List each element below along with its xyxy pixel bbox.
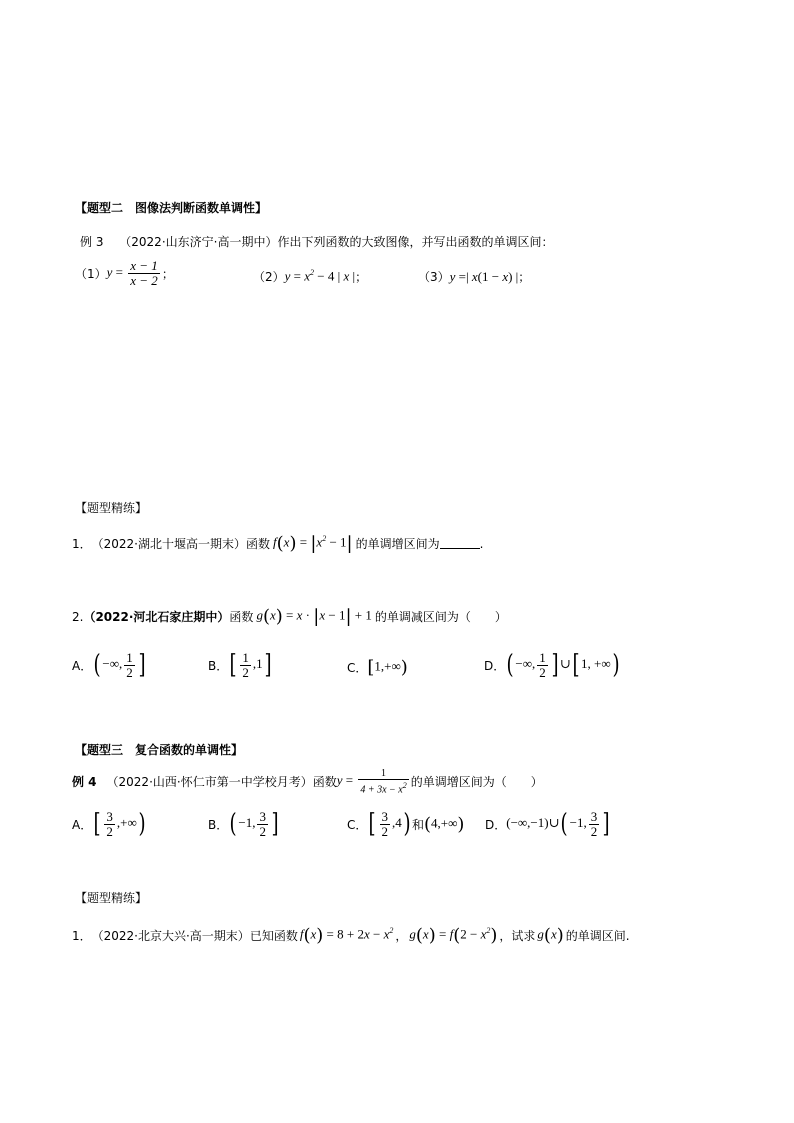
q2-option-b: [208, 650, 273, 680]
question-number: 1．: [72, 537, 92, 551]
part-label: （2）: [253, 270, 285, 284]
question-pre: 函数: [229, 610, 254, 624]
example3-part1: （1） y = $\frac{x - 1}{x - 2}$ ；: [75, 258, 174, 288]
option-label: A．: [72, 658, 93, 673]
answer-blank: [440, 538, 480, 549]
option-c-interval: [ $\frac{3}{2}$ ,4): [368, 808, 411, 839]
source-citation: （2022·湖北十堰高一期末）: [91, 537, 246, 551]
formula-gx: g(x): [537, 925, 564, 946]
formula-f: $f(x) = 8 + 2x - x^2$: [299, 925, 394, 946]
question-pre: 已知函数: [249, 929, 298, 943]
option-label: D．: [485, 817, 507, 832]
and-word: 和: [411, 817, 424, 832]
option-a-interval: [ $\frac{3}{2}$ ,+∞): [93, 808, 146, 839]
question-end: 的单调区间.: [565, 929, 630, 943]
question-post: 的单调增区间为: [355, 537, 440, 551]
question-end: .: [479, 536, 484, 551]
formula-part3: y =| x(1 − x) |: [449, 268, 519, 284]
formula-part2: $y = x^2 - 4$ | x |: [284, 268, 356, 284]
example3-part3: （3） y =| x(1 − x) | ；: [418, 268, 531, 284]
example3-part2: （2） $y = x^2 - 4$ | x | ；: [253, 268, 368, 284]
ex4-option-d: [485, 809, 611, 839]
option-label: B．: [208, 658, 229, 673]
formula-g: $g(x) = f(2 - x^2)$: [409, 925, 498, 946]
option-d-interval: ( −∞, $\frac{1}{2}$ ] ∪[ 1, +∞): [506, 649, 620, 680]
question-number: 2.: [72, 609, 84, 624]
q2-option-c: [347, 657, 408, 678]
formula-q1: $f(x) = |x^2 - 1|$: [273, 533, 353, 554]
source-citation: （2022·山西·怀仁市第一中学校月考）: [106, 775, 313, 790]
section-header-type2: 【题型二 图像法判断函数单调性】: [75, 201, 268, 215]
question-post: ，试求: [499, 929, 536, 943]
option-a-interval: ( −∞, $\frac{1}{2}$ ]: [93, 649, 146, 680]
practice-header-1: 【题型精练】: [75, 501, 148, 515]
example3-line: [80, 233, 553, 250]
formula-example4: y = $\frac{1}{4 + 3x - x^2}$: [336, 768, 407, 796]
option-label: B．: [208, 817, 229, 832]
ex4-option-b: [208, 809, 280, 839]
source-citation: （2022·山东济宁·高一期中）: [119, 235, 278, 249]
practice-header-2: 【题型精练】: [75, 891, 148, 905]
option-label: C．: [347, 661, 368, 675]
q2-option-a: [72, 650, 147, 680]
question-pre: 函数: [312, 775, 337, 790]
part-label: （3）: [418, 270, 450, 284]
q2-option-d: [484, 650, 621, 680]
ex4-option-c: [347, 809, 464, 839]
example4-line: [72, 768, 543, 795]
question-pre: 函数: [246, 537, 271, 551]
option-c-interval: [1,+∞): [367, 657, 408, 678]
example-label: 例 4: [72, 775, 97, 790]
option-label: A．: [72, 817, 93, 832]
option-label: D．: [484, 658, 506, 673]
practice-q2: [72, 606, 507, 627]
separator: ，: [395, 929, 408, 943]
option-label: C．: [347, 817, 368, 832]
source-citation: （2022·北京大兴·高一期末）: [91, 929, 250, 943]
option-d-interval: (−∞,−1)∪( −1, $\frac{3}{2}$ ]: [506, 808, 610, 839]
source-citation: （2022·河北石家庄期中）: [83, 610, 230, 624]
question-post: 的单调增区间为（ ）: [410, 775, 543, 790]
question-stem: 作出下列函数的大致图像，并写出函数的单调区间：: [277, 235, 554, 249]
example-label: 例 3: [80, 235, 104, 249]
formula-part1: y = $\frac{x - 1}{x - 2}$: [106, 258, 158, 288]
part-label: （1）: [75, 267, 107, 281]
question-number: 1．: [72, 929, 92, 943]
practice-q3-1: [72, 925, 630, 946]
option-b-interval: [ $\frac{1}{2}$ ,1]: [229, 649, 272, 680]
question-post: 的单调减区间为（ ）: [374, 610, 507, 624]
ex4-option-a: [72, 809, 147, 839]
formula-q2: g(x) = x · |x − 1| + 1: [256, 606, 372, 627]
section-header-type3: 【题型三 复合函数的单调性】: [75, 743, 244, 757]
option-c-interval-2: (4,+∞): [423, 813, 465, 835]
practice-q1: [72, 533, 483, 554]
option-b-interval: ( −1, $\frac{3}{2}$ ]: [229, 808, 279, 839]
